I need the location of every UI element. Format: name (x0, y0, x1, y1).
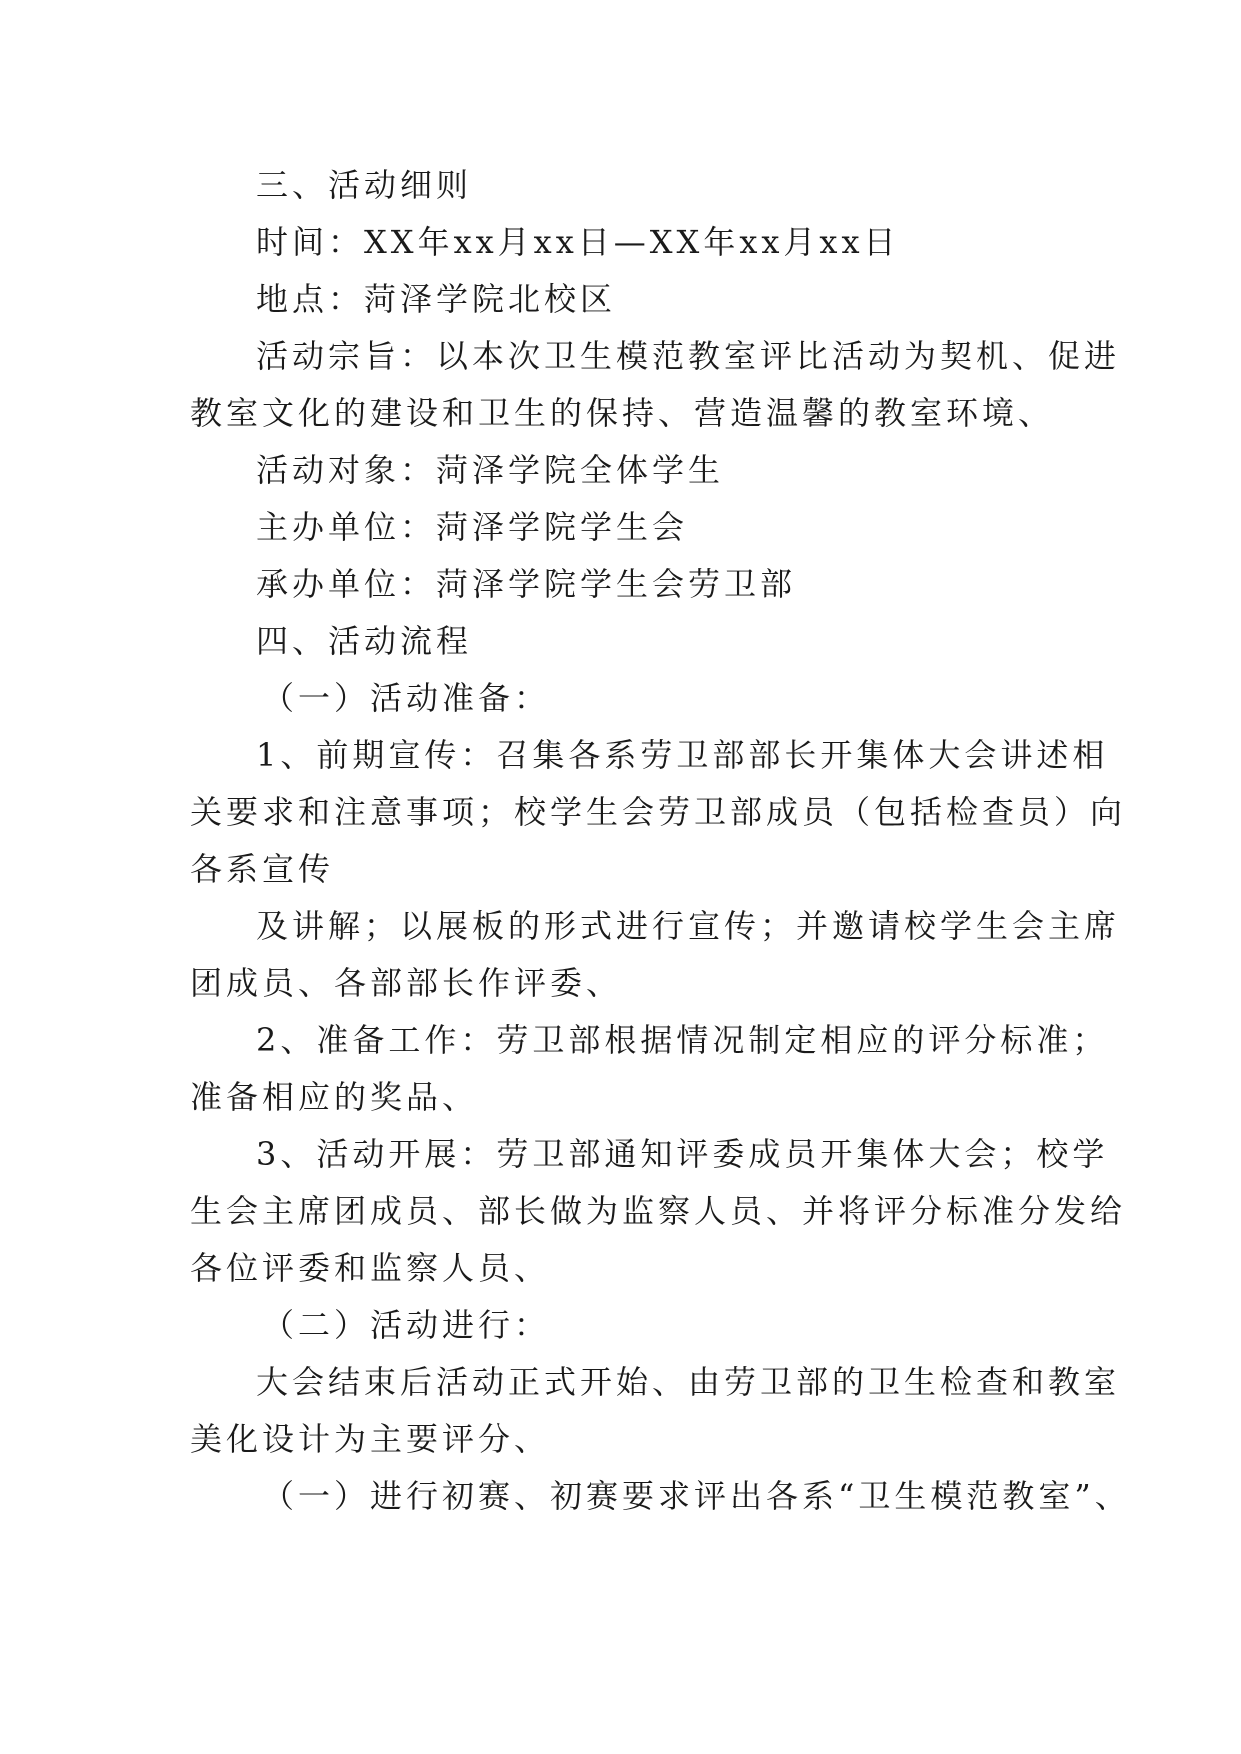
paragraph-preparation-work-line-1: 2、准备工作：劳卫部根据情况制定相应的评分标准； (256, 1021, 1109, 1059)
paragraph-time: 时间：XX年xx月xx日—XX年xx月xx日 (256, 223, 900, 261)
paragraph-publicity-line-2: 关要求和注意事项；校学生会劳卫部成员（包括检查员）向 (190, 793, 1127, 831)
paragraph-explanation-line-1: 及讲解；以展板的形式进行宣传；并邀请校学生会主席 (256, 907, 1121, 945)
paragraph-preparation-work-line-2: 准备相应的奖品、 (190, 1078, 479, 1116)
paragraph-target: 活动对象：菏泽学院全体学生 (256, 451, 725, 489)
paragraph-organizer: 主办单位：菏泽学院学生会 (256, 508, 689, 546)
paragraph-purpose-line-2: 教室文化的建设和卫生的保持、营造温馨的教室环境、 (190, 394, 1055, 432)
paragraph-activity-launch-line-1: 3、活动开展：劳卫部通知评委成员开集体大会；校学 (256, 1135, 1109, 1173)
paragraph-publicity-line-1: 1、前期宣传：召集各系劳卫部部长开集体大会讲述相 (256, 736, 1109, 774)
paragraph-location: 地点：菏泽学院北校区 (256, 280, 617, 318)
section-heading-activity-details: 三、活动细则 (256, 166, 473, 204)
paragraph-explanation-line-2: 团成员、各部部长作评委、 (190, 964, 623, 1002)
subheading-in-progress: （二）活动进行： (262, 1306, 551, 1344)
section-heading-activity-process: 四、活动流程 (256, 622, 473, 660)
subheading-preparation: （一）活动准备： (262, 679, 551, 717)
paragraph-preliminary-round: （一）进行初赛、初赛要求评出各系“卫生模范教室”、 (262, 1477, 1131, 1515)
paragraph-start-line-2: 美化设计为主要评分、 (190, 1420, 551, 1458)
paragraph-publicity-line-3: 各系宣传 (190, 850, 335, 888)
paragraph-co-organizer: 承办单位：菏泽学院学生会劳卫部 (256, 565, 797, 603)
paragraph-activity-launch-line-2: 生会主席团成员、部长做为监察人员、并将评分标准分发给 (190, 1192, 1127, 1230)
paragraph-purpose-line-1: 活动宗旨：以本次卫生模范教室评比活动为契机、促进 (256, 337, 1121, 375)
paragraph-start-line-1: 大会结束后活动正式开始、由劳卫部的卫生检查和教室 (256, 1363, 1121, 1401)
paragraph-activity-launch-line-3: 各位评委和监察人员、 (190, 1249, 551, 1287)
